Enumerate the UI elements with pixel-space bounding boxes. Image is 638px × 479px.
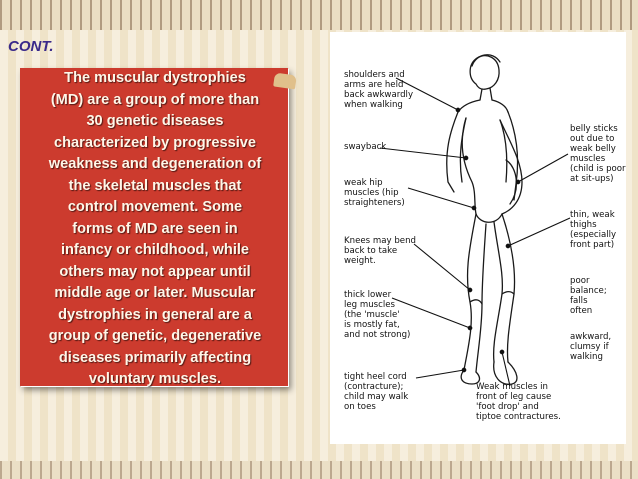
note-line: group of genetic, degenerative	[48, 328, 262, 344]
pointer-arrow	[518, 154, 568, 182]
note-line: characterized by progressive	[54, 134, 256, 151]
note-line: voluntary muscles.	[88, 371, 222, 387]
arrow-tip	[462, 368, 466, 372]
hip-line	[476, 214, 502, 222]
label-foot-drop: Weak muscles in front of leg cause 'foot drop' and tiptoe contractures.	[476, 382, 561, 422]
label-thighs: thin, weak thighs (especially front part)	[570, 210, 617, 250]
leg-outline	[476, 224, 486, 372]
note-line: infancy or childhood, while	[60, 242, 250, 258]
note-line: (MD) are a group of more than	[50, 91, 260, 108]
note-line: The muscular dystrophies	[64, 70, 246, 86]
torso-back	[462, 118, 476, 214]
label-belly: belly sticks out due to weak belly muscles (child is poor at sit-ups)	[570, 124, 626, 184]
knee-mark	[470, 300, 482, 304]
note-line: forms of MD are seen in	[72, 220, 238, 237]
pointer-arrow	[414, 244, 470, 290]
note-line: others may not appear until	[59, 263, 251, 280]
slide-title: CONT.	[8, 38, 54, 55]
label-knees: Knees may bend back to take weight.	[344, 236, 416, 266]
pointer-arrow	[380, 148, 466, 158]
neck-line	[480, 89, 482, 100]
pointer-arrow	[416, 370, 464, 378]
shoulder-line	[492, 100, 508, 112]
shoulder-line	[458, 100, 480, 112]
note-line: diseases primarily affecting	[58, 349, 252, 366]
arrow-tip	[506, 244, 510, 248]
label-awkward: awkward, clumsy if walking	[570, 332, 612, 362]
note-line: dystrophies in general are a	[58, 306, 252, 323]
label-hip: weak hip muscles (hip straighteners)	[344, 178, 405, 208]
leg-outline	[494, 222, 503, 362]
note-text	[26, 68, 284, 391]
arm-outline	[500, 120, 507, 182]
pointer-arrow	[502, 352, 510, 386]
label-balance: poor balance; falls often	[570, 276, 607, 316]
neck-line	[490, 88, 492, 100]
torso-front	[500, 120, 522, 214]
arrow-tip	[516, 180, 520, 184]
arrow-tip	[468, 288, 472, 292]
dystrophy-illustration	[330, 32, 626, 444]
note-line: the skeletal muscles that	[68, 177, 242, 194]
decorative-top-border	[0, 0, 638, 30]
pointer-arrow	[408, 188, 474, 208]
leg-outline	[502, 214, 515, 362]
arrow-tip	[464, 156, 468, 160]
label-leg-muscles: thick lower leg muscles (the 'muscle' is mostly fat, and not strong)	[344, 290, 411, 340]
note-line: middle age or later. Muscular	[54, 285, 256, 301]
decorative-bottom-border	[0, 461, 638, 479]
label-swayback: swayback	[344, 142, 387, 152]
note-line: 30 genetic diseases	[86, 113, 224, 129]
arrow-tip	[472, 206, 476, 210]
label-shoulders: shoulders and arms are held back awkwardly when walking	[344, 70, 414, 110]
arrow-tip	[500, 350, 504, 354]
label-heel-cord: tight heel cord (contracture); child may walk on toes	[344, 372, 409, 412]
pointer-arrow	[508, 218, 570, 246]
note-line: weakness and degeneration of	[48, 156, 262, 172]
arrow-tip	[468, 326, 472, 330]
arm-outline	[447, 112, 458, 192]
note-line: control movement. Some	[67, 199, 243, 215]
knee-mark	[502, 292, 514, 294]
arrow-tip	[456, 108, 460, 112]
